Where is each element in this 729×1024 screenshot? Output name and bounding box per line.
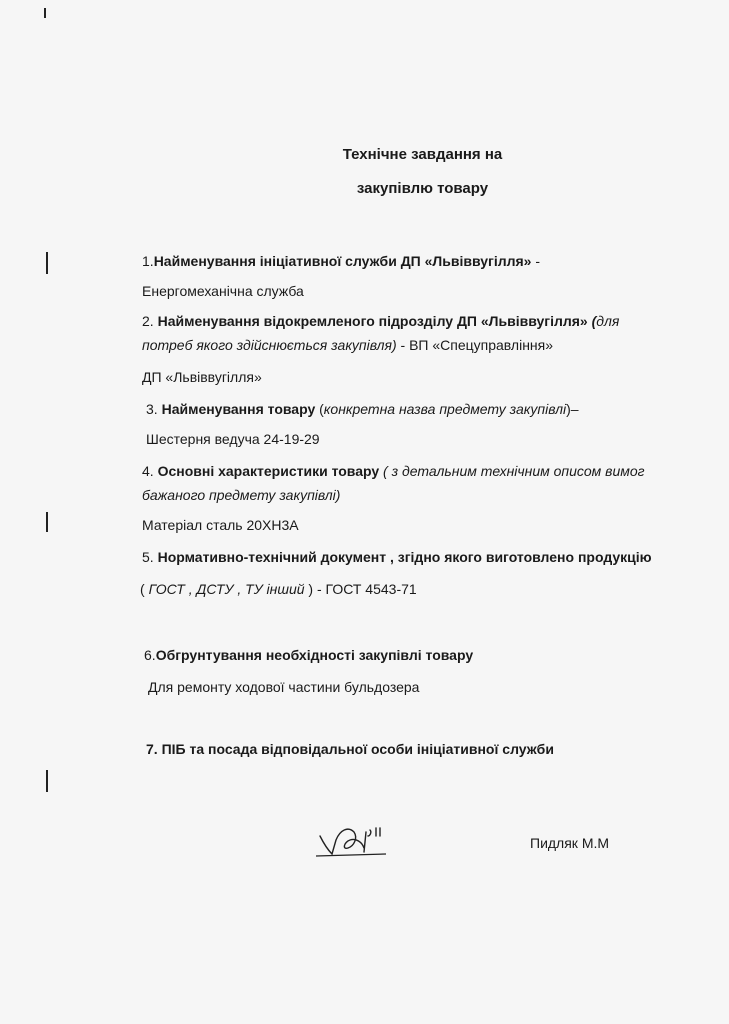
section-2-heading: [142, 312, 619, 330]
section-2-heading-cont: [142, 336, 553, 354]
section-4-italic-1: ( з детальним технічним описом вимог: [379, 463, 645, 479]
section-1-value: Енергомеханічна служба: [142, 283, 304, 299]
binding-hole-mark: [46, 252, 48, 274]
section-3-paren: (: [315, 401, 324, 417]
binding-hole-mark: [46, 770, 48, 792]
section-2-italic-1: для: [596, 313, 620, 329]
section-2-value: ДП «Львіввугілля»: [142, 369, 262, 385]
section-3-value: Шестерня ведуча 24-19-29: [146, 431, 320, 447]
section-5-number: 5.: [142, 549, 158, 565]
document-title-line-2: закупівлю товару: [356, 180, 489, 197]
section-5-bold: Нормативно-технічний документ , згідно якого виготовлено продукцію: [157, 549, 652, 565]
signer-name: Пидляк М.М: [530, 835, 610, 851]
section-6-value: Для ремонту ходової частини бульдозера: [148, 679, 420, 695]
section-4-heading: [142, 462, 645, 480]
section-5-heading: [142, 548, 652, 566]
section-3-heading: [146, 400, 579, 418]
section-4-italic-2: бажаного предмету закупівлі): [142, 487, 341, 503]
binding-hole-mark: [44, 8, 46, 18]
section-5-paren: (: [140, 581, 149, 597]
section-2-bold: Найменування відокремленого підрозділу ДП «Львіввугілля»: [157, 313, 588, 329]
section-6-heading: [144, 646, 473, 664]
section-1-tail: -: [531, 253, 541, 269]
section-2-italic-2: потреб якого здійснюється закупівля): [142, 337, 397, 353]
section-4-value: Матеріал сталь 20ХН3А: [142, 517, 299, 533]
handwritten-signature: [314, 818, 394, 862]
section-5-tail: ) - ГОСТ 4543-71: [304, 581, 417, 597]
section-5-value: [140, 580, 417, 598]
section-6-bold: Обгрунтування необхідності закупівлі товару: [155, 647, 474, 663]
binding-hole-mark: [46, 512, 48, 532]
section-1-heading: [142, 252, 540, 270]
section-3-number: 3.: [146, 401, 162, 417]
section-5-italic: ГОСТ , ДСТУ , ТУ інший: [148, 581, 305, 597]
section-4-bold: Основні характеристики товару: [157, 463, 380, 479]
section-3-italic: конкретна назва предмету закупівлі: [323, 401, 567, 417]
section-2-paren: (: [587, 313, 597, 329]
section-3-bold: Найменування товару: [161, 401, 316, 417]
section-4-number: 4.: [142, 463, 158, 479]
section-3-tail: )–: [566, 401, 579, 417]
section-1-number: 1.: [142, 253, 154, 269]
section-2-number: 2.: [142, 313, 158, 329]
section-6-number: 6.: [144, 647, 156, 663]
document-title-line-1: Технічне завдання на: [342, 146, 503, 163]
section-2-tail: - ВП «Спецуправління»: [396, 337, 554, 353]
section-7-heading: 7. ПІБ та посада відповідальної особи ініціативної служби: [146, 741, 554, 757]
section-1-bold: Найменування ініціативної служби ДП «Львіввугілля»: [153, 253, 532, 269]
